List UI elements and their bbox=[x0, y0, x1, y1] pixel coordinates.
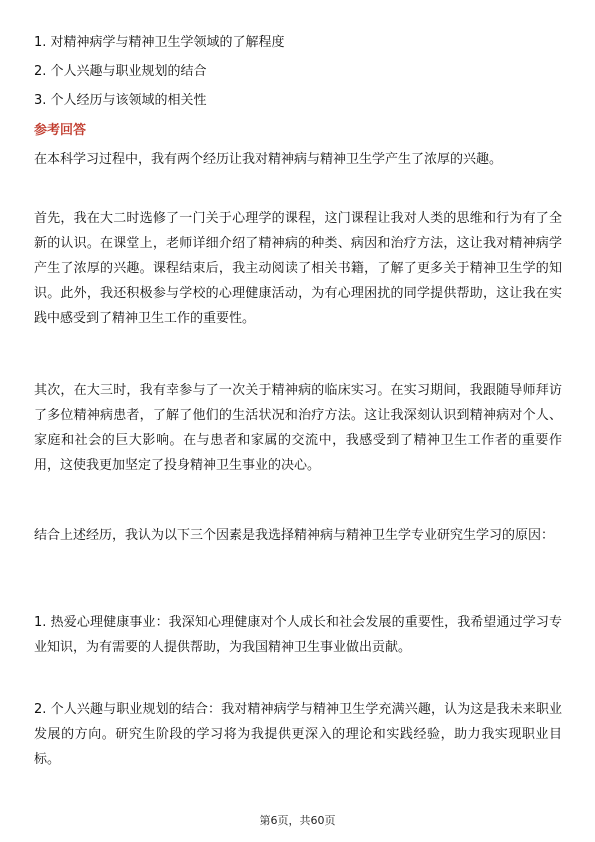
question-item-1: 1. 对精神病学与精神卫生学领域的了解程度 bbox=[34, 35, 285, 50]
page-number-footer: 第6页，共60页 bbox=[259, 814, 336, 827]
question-item-2: 2. 个人兴趣与职业规划的结合 bbox=[34, 64, 207, 79]
paragraph-reasons-intro: 结合上述经历，我认为以下三个因素是我选择精神病与精神卫生学专业研究生学习的原因： bbox=[34, 528, 555, 543]
answer-heading: 参考回答 bbox=[34, 123, 87, 138]
question-item-3: 3. 个人经历与该领域的相关性 bbox=[34, 93, 207, 108]
paragraph-reason-1: 1. 热爱心理健康事业：我深知心理健康对个人成长和社会发展的重要性，我希望通过学习专业知识，为有需要的人提供帮助，为我国精神卫生事业做出贡献。 bbox=[34, 615, 562, 655]
paragraph-reason-2: 2. 个人兴趣与职业规划的结合：我对精神病学与精神卫生学充满兴趣，认为这是我未来职业发展的方向。研究生阶段的学习将为我提供更深入的理论和实践经验，助力我实现职业目标。 bbox=[34, 702, 562, 767]
paragraph-intro: 在本科学习过程中，我有两个经历让我对精神病与精神卫生学产生了浓厚的兴趣。 bbox=[34, 152, 503, 167]
paragraph-first-experience: 首先，我在大二时选修了一门关于心理学的课程，这门课程让我对人类的思维和行为有了全新的认识。在课堂上，老师详细介绍了精神病的种类、病因和治疗方法，这让我对精神病学产生了浓厚的兴趣。课程结束后，我主动阅读了相关书籍，了解了更多关于精神卫生学的知识。此外，我还积极参与学校的心理健康活动，为有心理困扰的同学提供帮助，这让我在实践中感受到了精神卫生工作的重要性。 bbox=[34, 211, 562, 326]
paragraph-second-experience: 其次，在大三时，我有幸参与了一次关于精神病的临床实习。在实习期间，我跟随导师拜访了多位精神病患者，了解了他们的生活状况和治疗方法。这让我深刻认识到精神病对个人、家庭和社会的巨大影响。在与患者和家属的交流中，我感受到了精神卫生工作者的重要作用，这使我更加坚定了投身精神卫生事业的决心。 bbox=[34, 383, 562, 473]
